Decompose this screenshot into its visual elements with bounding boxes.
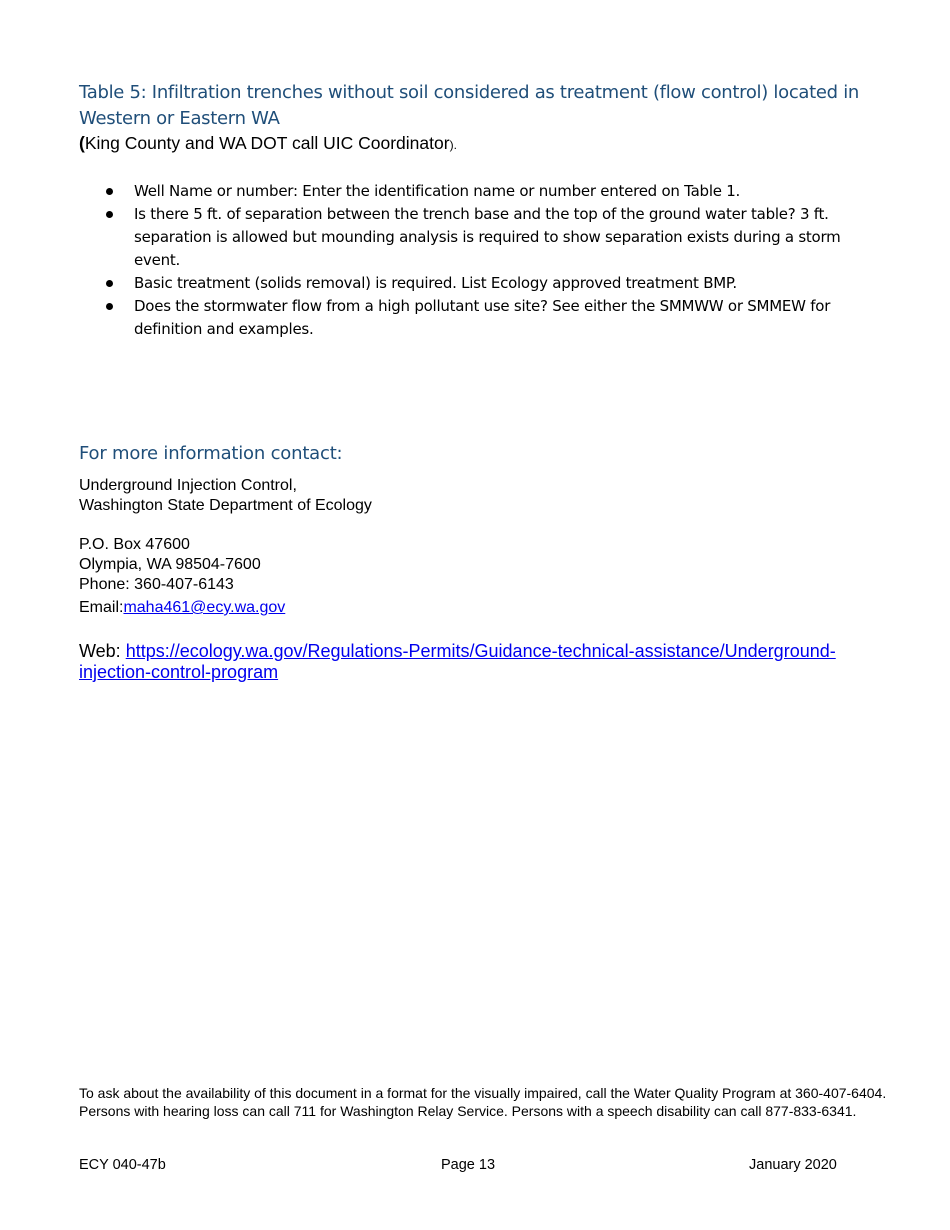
web-label: Web:	[79, 641, 121, 661]
contact-heading: For more information contact:	[79, 443, 343, 464]
note-close: ).	[449, 138, 457, 152]
web-url-line1: https://ecology.wa.gov/Regulations-Permits/Guidance-technical-assistance/Underground-	[125, 641, 836, 661]
bullet-icon	[106, 188, 113, 195]
web-line	[79, 641, 879, 683]
org-line1: Underground Injection Control,	[79, 477, 297, 494]
list-item	[79, 203, 879, 272]
org-line2: Washington State Department of Ecology	[79, 497, 372, 514]
coordinator-note	[79, 132, 457, 156]
contact-address	[79, 535, 285, 618]
city-line: Olympia, WA 98504-7600	[79, 556, 261, 573]
page-number: Page 13	[441, 1157, 496, 1173]
table-heading	[79, 80, 879, 132]
list-item-text: Does the stormwater flow from a high pollutant use site? See either the SMMWW or SMMEW for definition and examples.	[134, 297, 831, 338]
email-link[interactable]: maha461@ecy.wa.gov	[123, 599, 286, 616]
table-heading-line2: Western or Eastern WA	[79, 108, 280, 129]
doc-number: ECY 040-47b	[79, 1157, 166, 1173]
doc-date: January 2020	[749, 1157, 837, 1173]
list-item-text: Is there 5 ft. of separation between the trench base and the top of the ground water table? 3 ft. separation is allowed but mounding analysis is required to show separation exists during a storm event.	[134, 205, 841, 269]
table-heading-line1: Table 5: Infiltration trenches without soil considered as treatment (flow control) located in	[79, 82, 860, 103]
bullet-icon	[106, 280, 113, 287]
contact-organization	[79, 476, 372, 516]
list-item-text: Basic treatment (solids removal) is required. List Ecology approved treatment BMP.	[134, 274, 737, 292]
accessibility-note: To ask about the availability of this document in a format for the visually impaired, call the Water Quality Program at 360-407-6404. Persons with hearing loss can call 711 for Washington Relay Service. Persons with a speech disability can call 877-833-6341.	[79, 1085, 887, 1119]
email-label: Email:	[79, 599, 124, 616]
web-link[interactable]	[79, 641, 836, 682]
list-item-text: Well Name or number: Enter the identification name or number entered on Table 1.	[134, 182, 741, 200]
po-box: P.O. Box 47600	[79, 536, 190, 553]
list-item	[79, 295, 879, 341]
note-text: King County and WA DOT call UIC Coordinator	[84, 133, 450, 153]
phone-line: Phone: 360-407-6143	[79, 576, 234, 593]
list-item	[79, 272, 879, 295]
list-item	[79, 180, 879, 203]
instruction-list	[79, 180, 879, 341]
web-url-line2: injection-control-program	[79, 662, 279, 682]
bullet-icon	[106, 303, 113, 310]
note-open-paren: (	[79, 133, 85, 153]
bullet-icon	[106, 211, 113, 218]
email-line	[79, 598, 285, 618]
